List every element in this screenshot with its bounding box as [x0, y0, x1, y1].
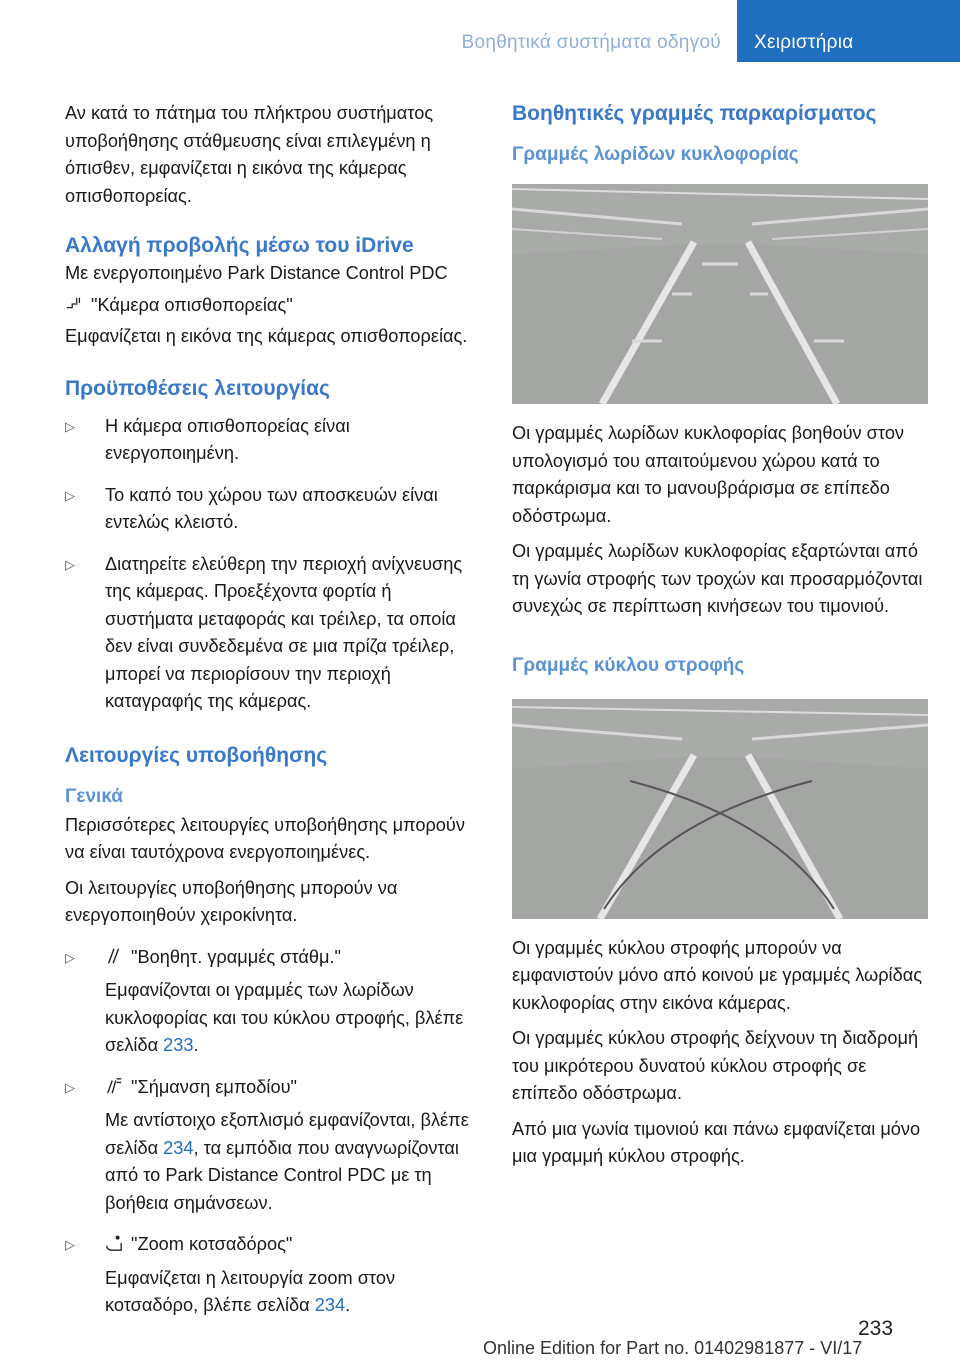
intro-paragraph: Αν κατά το πάτημα του πλήκτρου συστήματος υποβοήθησης στάθμευσης είναι επιλεγμένη η όπισθεν, εμφανίζεται η εικόνα της κάμερας οπισθοπορείας. — [65, 103, 434, 206]
item-text-end: . — [193, 1035, 199, 1055]
turn-paragraph-2: Οι γραμμές κύκλου στροφής δείχνουν τη διαδρομή του μικρότερου δυνατού κύκλου στροφής σε επίπεδο οδόστρωμα. — [512, 1028, 919, 1103]
list-item-text: Η κάμερα οπισθοπορείας είναι ενεργοποιημένη. — [105, 415, 350, 463]
heading-general: Γενικά — [65, 785, 123, 807]
bullet-triangle-icon: ▷ — [65, 949, 75, 965]
item-text: Εμφανίζεται η λειτουργία zoom στον κοτσαδόρο, βλέπε σελίδα — [105, 1267, 396, 1315]
rear-camera-icon — [65, 295, 83, 313]
heading-prerequisites: Προϋποθέσεις λειτουργίας — [65, 376, 330, 400]
lane-lines-image — [512, 184, 928, 404]
idrive-menu-label: "Κάμερα οπισθοπορείας" — [91, 294, 293, 315]
right-column — [512, 100, 928, 1185]
bullet-triangle-icon: ▷ — [65, 1237, 75, 1252]
turning-circle-image — [512, 699, 928, 919]
header-section — [408, 0, 735, 62]
item-label-row — [105, 944, 475, 972]
bullet-triangle-icon: ▷ — [65, 556, 75, 572]
turn-paragraph-3: Από μια γωνία τιμονιού και πάνω εμφανίζεται μόνο μια γραμμή κύκλου στροφής. — [512, 1118, 921, 1166]
lane-lines-illustration — [512, 184, 928, 404]
page-header — [0, 0, 960, 62]
list-item-text: Διατηρείτε ελεύθερη την περιοχή ανίχνευσης της κάμερας. Προεξέχοντα φορτία ή συστήματα μεταφοράς και τρέιλερ, τα οποία δεν είναι συνδεδεμένα σε μια πρίζα τρέιλερ, μπορεί να περιορίσουν την περιοχή καταγραφής της κάμερας. — [105, 553, 463, 711]
heading-assist-functions: Λειτουργίες υποβοήθησης — [65, 743, 328, 767]
bullet-triangle-icon: ▷ — [65, 487, 75, 503]
header-tab — [737, 0, 960, 62]
idrive-menu-line — [65, 292, 475, 320]
list-item — [65, 413, 475, 468]
item-text-end: . — [345, 1295, 351, 1315]
assist-functions-list — [65, 944, 475, 1320]
trailer-hitch-icon — [105, 1234, 123, 1252]
list-item — [65, 551, 475, 716]
bullet-triangle-icon: ▷ — [65, 1079, 75, 1095]
idrive-paragraph-1: Με ενεργοποιημένο Park Distance Control PDC — [65, 263, 448, 283]
lane-paragraph-1: Οι γραμμές λωρίδων κυκλοφορίας βοηθούν στον υπολογισμό του απαιτούμενου χώρου κατά το παρκάρισμα και το μανουβράρισμα σε επίπεδο οδόστρωμα. — [512, 423, 905, 526]
list-item — [65, 482, 475, 537]
page-link[interactable]: 234 — [163, 1137, 194, 1158]
heading-parking-lines: Βοηθητικές γραμμές παρκαρίσματος — [512, 102, 877, 125]
menu-label-obstacle-marking: "Σήμανση εμποδίου" — [131, 1076, 297, 1097]
parking-lines-icon — [105, 947, 123, 965]
general-paragraph-2: Οι λειτουργίες υποβοήθησης μπορούν να ενεργοποιηθούν χειροκίνητα. — [65, 877, 398, 925]
item-text: Με αντίστοιχο εξοπλισμό εμφανίζονται, βλέπε σελίδα — [105, 1110, 469, 1158]
item-text-end: , τα εμπόδια που αναγνωρίζονται από το Park Distance Control PDC με τη βοήθεια σημάνσεων. — [105, 1137, 459, 1213]
header-tab-title: Χειριστήρια — [754, 32, 854, 53]
edition-footer: Online Edition for Part no. 01402981877 - VI/17 — [483, 1338, 863, 1358]
page-link[interactable]: 234 — [314, 1295, 346, 1315]
general-paragraph-1: Περισσότερες λειτουργίες υποβοήθησης μπορούν να είναι ταυτόχρονα ενεργοποιημένες. — [65, 814, 465, 862]
menu-label-parking-lines: "Βοηθητ. γραμμές στάθμ." — [131, 946, 341, 967]
prerequisites-list — [65, 413, 475, 716]
list-item-text: Το καπό του χώρου των αποσκευών είναι εντελώς κλειστό. — [105, 484, 438, 532]
page-number: 233 — [858, 1317, 894, 1340]
item-label-row — [105, 1074, 475, 1102]
bullet-triangle-icon: ▷ — [65, 418, 75, 434]
header-section-title: Βοηθητικά συστήματα οδηγού — [461, 32, 721, 53]
heading-turning-circle: Γραμμές κύκλου στροφής — [512, 654, 745, 676]
item-text: Εμφανίζονται οι γραμμές των λωρίδων κυκλοφορίας και του κύκλου στροφής, βλέπε σελίδα — [105, 980, 464, 1055]
obstacle-marking-icon — [105, 1077, 123, 1095]
list-item — [65, 1231, 475, 1320]
list-item — [65, 944, 475, 1060]
menu-label-hitch-zoom: "Zoom κοτσαδόρος" — [131, 1234, 293, 1254]
left-column — [65, 100, 475, 1334]
idrive-paragraph-2: Εμφανίζεται η εικόνα της κάμερας οπισθοπορείας. — [65, 326, 468, 346]
lane-paragraph-2: Οι γραμμές λωρίδων κυκλοφορίας εξαρτώνται από τη γωνία στροφής των τροχών και προσαρμόζονται συνεχώς σε περίπτωση κινήσεων του τιμονιού. — [512, 541, 923, 616]
page-link[interactable]: 233 — [163, 1035, 194, 1055]
item-label-row — [105, 1231, 475, 1259]
turning-circle-illustration — [512, 699, 928, 919]
list-item — [65, 1074, 475, 1218]
turn-paragraph-1: Οι γραμμές κύκλου στροφής μπορούν να εμφανιστούν μόνο από κοινού με γραμμές λωρίδας κυκλοφορίας στην εικόνα κάμερας. — [512, 937, 922, 1013]
heading-lane-lines: Γραμμές λωρίδων κυκλοφορίας — [512, 144, 799, 165]
heading-idrive: Αλλαγή προβολής μέσω του iDrive — [65, 234, 414, 257]
